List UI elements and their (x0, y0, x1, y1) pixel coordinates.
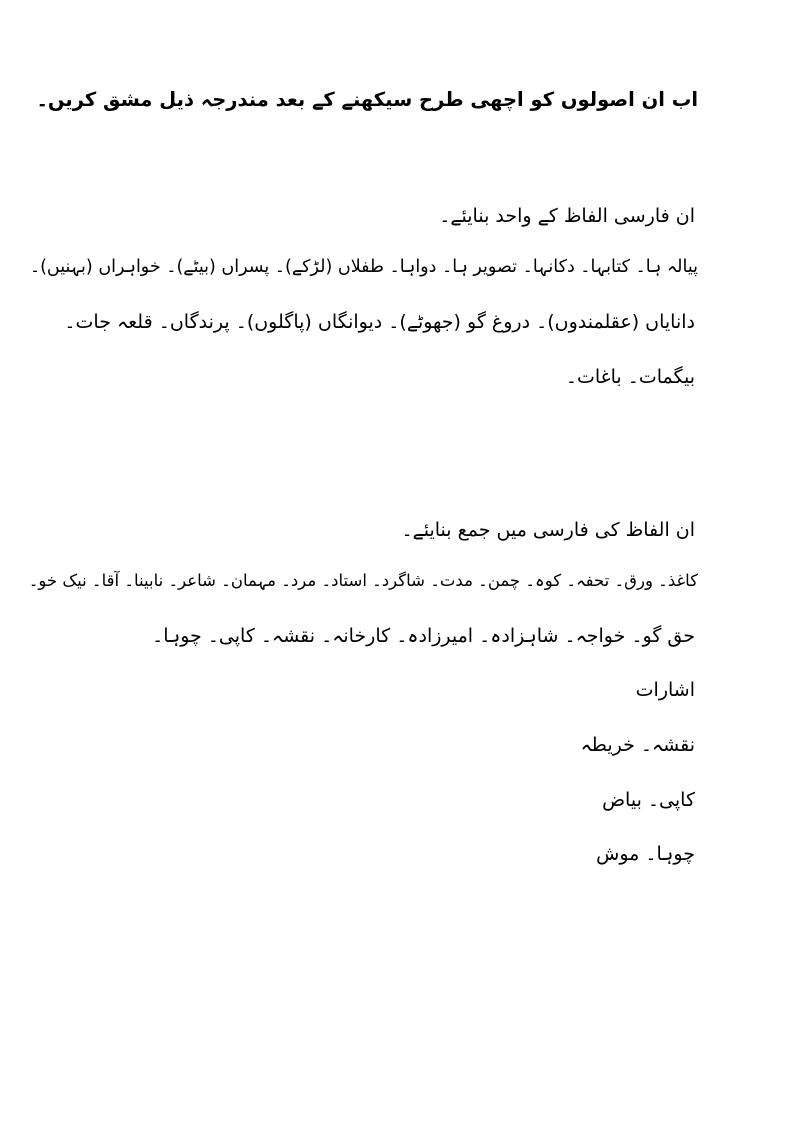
singular-words-line: بیگمات۔ باغات۔ (565, 366, 695, 388)
plural-section-title: ان الفاظ کی فارسی میں جمع بنایئے۔ (401, 519, 695, 541)
hints-title: اشارات (635, 679, 695, 701)
hint-item: نقشہ۔ خریطہ (580, 734, 695, 756)
plural-words-line: کاغذ۔ ورق۔ تحفہ۔ کوہ۔ چمن۔ مدت۔ شاگرد۔ استاد۔ مرد۔ مہمان۔ شاعر۔ نابینا۔ آقا۔ نیک خو۔ (28, 571, 698, 590)
singular-words-line: پیالہ ہا۔ کتابہا۔ دکانہا۔ تصویر ہا۔ دواہا۔ طفلاں (لڑکے)۔ پسراں (بیٹے)۔ خواہراں (بہنیں)۔ (29, 257, 698, 277)
singular-section-title: ان فارسی الفاظ کے واحد بنایئے۔ (439, 205, 695, 227)
hint-item: چوہا۔ موش (596, 843, 695, 865)
singular-words-line: دانایاں (عقلمندوں)۔ دروغ گو (جھوٹے)۔ دیوانگاں (پاگلوں)۔ پرندگاں۔ قلعہ جات۔ (64, 311, 695, 333)
plural-words-line: حق گو۔ خواجہ۔ شاہزادہ۔ امیرزادہ۔ کارخانہ۔ نقشہ۔ کاپی۔ چوہا۔ (152, 625, 695, 647)
exercise-heading: اب ان اصولوں کو اچھی طرح سیکھنے کے بعد مندرجہ ذیل مشق کریں۔ (36, 88, 698, 111)
hint-item: کاپی۔ بیاض (602, 789, 695, 811)
